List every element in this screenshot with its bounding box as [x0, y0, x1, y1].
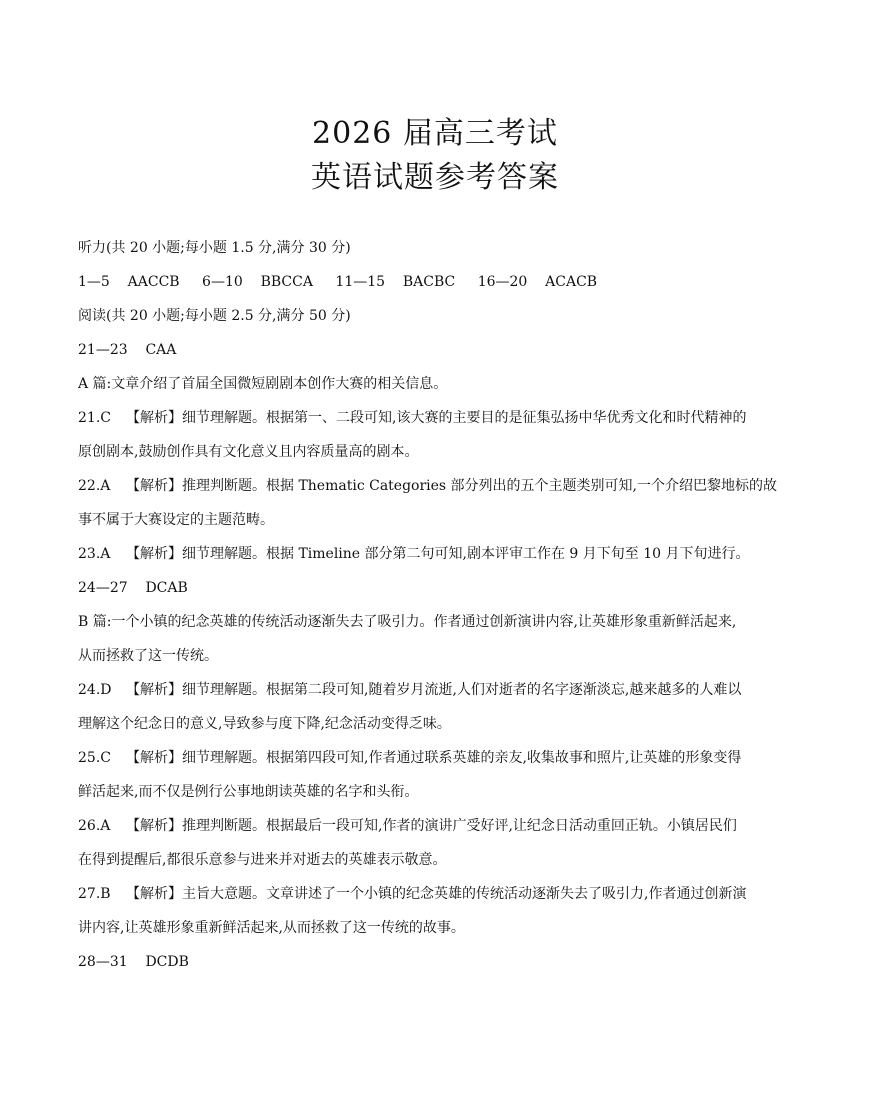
explanation-26-line-2: 在得到提醒后,都很乐意参与进来并对逝去的英雄表示敬意。	[78, 852, 447, 868]
question-number: 22.A	[78, 478, 111, 494]
answer-range: 1—5	[78, 274, 110, 290]
explanation-text: 主旨大意题。文章讲述了一个小镇的纪念英雄的传统活动逐渐失去了吸引力,作者通过创新演	[182, 886, 747, 902]
analysis-tag: 【解析】	[126, 410, 182, 426]
answer-keys: DCAB	[145, 580, 188, 596]
explanation-text: 细节理解题。根据第四段可知,作者通过联系英雄的亲友,收集故事和照片,让英雄的形象变得	[182, 750, 742, 766]
answer-keys: AACCB	[127, 274, 180, 290]
answer-keys: BBCCA	[260, 274, 313, 290]
explanation-21-line-1	[78, 404, 794, 438]
analysis-tag: 【解析】	[126, 478, 182, 494]
group-b-answers	[78, 574, 794, 608]
answer-range: 28—31	[78, 954, 128, 970]
analysis-tag: 【解析】	[126, 750, 182, 766]
explanation-text: 细节理解题。根据第二段可知,随着岁月流逝,人们对逝者的名字逐渐淡忘,越来越多的人难以	[182, 682, 742, 698]
question-number: 25.C	[78, 750, 111, 766]
explanation-25-line-2: 鲜活起来,而不仅是例行公事地朗读英雄的名字和头衔。	[78, 784, 419, 800]
answer-range: 16—20	[477, 274, 528, 290]
explanation-text: 细节理解题。根据 Timeline 部分第二句可知,剧本评审工作在 9 月下旬至 10 月下旬进行。	[182, 546, 750, 562]
listening-answers	[78, 268, 794, 302]
answer-range: 6—10	[202, 274, 243, 290]
answer-range: 24—27	[78, 580, 128, 596]
reading-heading: 阅读(共 20 小题;每小题 2.5 分,满分 50 分)	[78, 308, 351, 324]
explanation-text: 推理判断题。根据 Thematic Categories 部分列出的五个主题类别可知,一个介绍巴黎地标的故	[182, 478, 778, 494]
question-number: 24.D	[78, 682, 112, 698]
explanation-text: 细节理解题。根据第一、二段可知,该大赛的主要目的是征集弘扬中华优秀文化和时代精神的	[182, 410, 747, 426]
passage-a-summary: A 篇:文章介绍了首届全国微短剧剧本创作大赛的相关信息。	[78, 376, 448, 392]
document-title	[0, 112, 870, 200]
answer-content	[78, 234, 794, 982]
answer-keys: CAA	[145, 342, 177, 358]
explanation-24-line-2: 理解这个纪念日的意义,导致参与度下降,纪念活动变得乏味。	[78, 716, 451, 732]
question-number: 23.A	[78, 546, 111, 562]
explanation-21-line-2: 原创剧本,鼓励创作具有文化意义且内容质量高的剧本。	[78, 444, 419, 460]
analysis-tag: 【解析】	[126, 546, 182, 562]
explanation-22-line-1	[78, 472, 794, 506]
title-line-1: 2026 届高三考试	[312, 116, 558, 151]
group-c-answers	[78, 948, 794, 982]
question-number: 26.A	[78, 818, 111, 834]
answer-keys: ACACB	[545, 274, 598, 290]
explanation-25-line-1	[78, 744, 794, 778]
passage-b-summary-line-1: B 篇:一个小镇的纪念英雄的传统活动逐渐失去了吸引力。作者通过创新演讲内容,让英雄形象重新鲜活起来,	[78, 614, 737, 630]
explanation-27-line-1	[78, 880, 794, 914]
group-a-answers	[78, 336, 794, 370]
question-number: 27.B	[78, 886, 111, 902]
explanation-22-line-2: 事不属于大赛设定的主题范畴。	[78, 512, 274, 528]
explanation-27-line-2: 讲内容,让英雄形象重新鲜活起来,从而拯救了这一传统的故事。	[78, 920, 465, 936]
explanation-26-line-1	[78, 812, 794, 846]
explanation-text: 推理判断题。根据最后一段可知,作者的演讲广受好评,让纪念日活动重回正轨。小镇居民们	[182, 818, 737, 834]
passage-b-summary-line-2: 从而拯救了这一传统。	[78, 648, 218, 664]
answer-keys: BACBC	[402, 274, 456, 290]
explanation-24-line-1	[78, 676, 794, 710]
listening-heading: 听力(共 20 小题;每小题 1.5 分,满分 30 分)	[78, 240, 351, 256]
analysis-tag: 【解析】	[126, 818, 182, 834]
analysis-tag: 【解析】	[126, 682, 182, 698]
analysis-tag: 【解析】	[126, 886, 182, 902]
question-number: 21.C	[78, 410, 111, 426]
explanation-23-line-1	[78, 540, 794, 574]
title-line-2: 英语试题参考答案	[311, 160, 559, 195]
answer-range: 11—15	[335, 274, 386, 290]
answer-range: 21—23	[78, 342, 128, 358]
answer-keys: DCDB	[145, 954, 189, 970]
